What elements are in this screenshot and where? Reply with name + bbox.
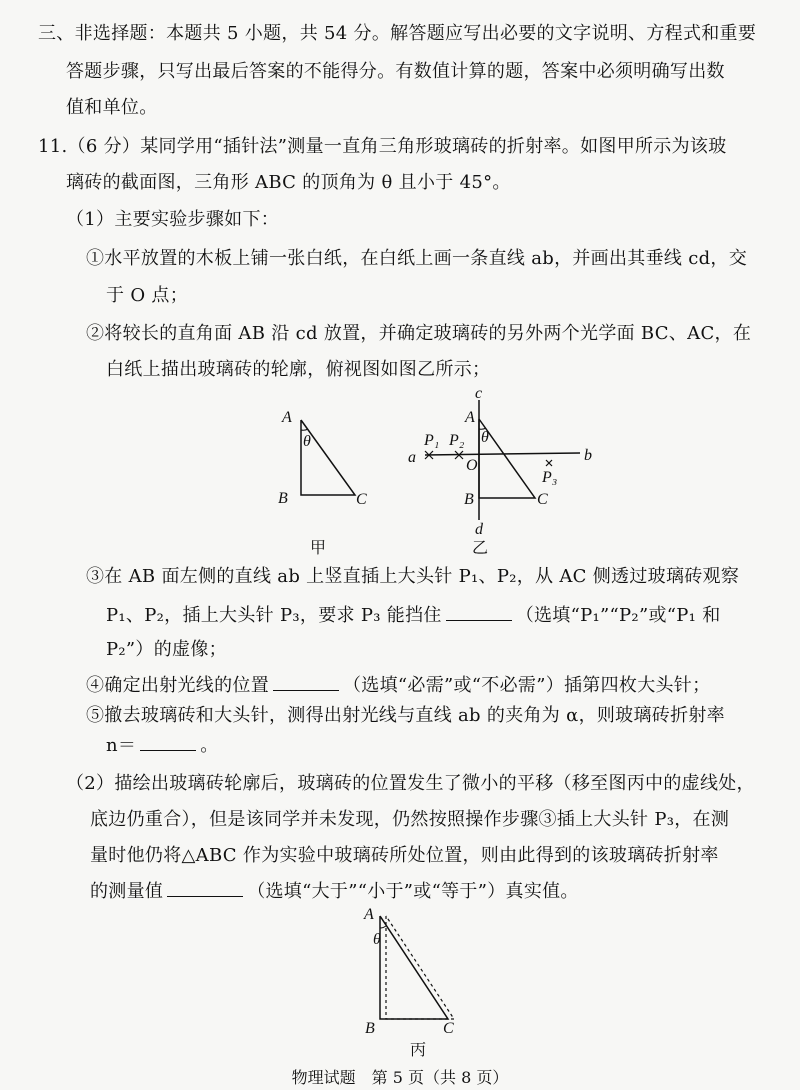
label-d: d (475, 521, 483, 536)
answer-blank-4[interactable] (167, 878, 243, 897)
step5-text: 。 (200, 735, 219, 756)
header-line: 答题步骤，只写出最后答案的不能得分。有数值计算的题，答案中必须明确写出数 (66, 61, 725, 82)
answer-blank-1[interactable] (446, 602, 512, 621)
step3-line (106, 602, 721, 628)
label-B: B (464, 491, 474, 508)
label-theta: θ (481, 429, 489, 446)
step5-line (106, 732, 219, 758)
part2-line: 量时他仍将△ABC 作为实验中玻璃砖所处位置，则由此得到的该玻璃砖折射率 (90, 845, 719, 866)
label-B: B (365, 1020, 375, 1037)
figure-jia (270, 400, 370, 510)
step3-line: P₂”）的虚像； (106, 639, 227, 660)
part2-text: （选填“大于”“小于”或“等于”）真实值。 (247, 881, 579, 902)
label-theta: θ (373, 931, 381, 948)
step3-text: P₁、P₂，插上大头针 P₃，要求 P₃ 能挡住 (106, 605, 442, 626)
step2-line: ②将较长的直角面 AB 沿 cd 放置，并确定玻璃砖的另外两个光学面 BC、AC，在 (86, 323, 752, 344)
label-c: c (475, 385, 483, 402)
label-A: A (282, 409, 292, 426)
step1-line: ①水平放置的木板上铺一张白纸，在白纸上画一条直线 ab，并画出其垂线 cd，交 (86, 248, 747, 269)
step4-text: ④确定出射光线的位置 (86, 675, 269, 696)
caption-yi: 乙 (472, 538, 489, 557)
stem-line: 璃砖的截面图，三角形 ABC 的顶角为 θ 且小于 45°。 (66, 172, 511, 193)
page-footer: 物理试题 第 5 页（共 8 页） (291, 1068, 509, 1087)
label-P3: P₃ (542, 469, 558, 486)
answer-blank-3[interactable] (140, 732, 196, 751)
label-C: C (537, 491, 548, 508)
answer-blank-2[interactable] (273, 672, 339, 691)
label-a: a (408, 449, 416, 466)
label-A: A (465, 409, 475, 426)
figure-yi (400, 384, 600, 536)
label-P1: P₁ (424, 432, 440, 449)
label-P2: P₂ (449, 432, 465, 449)
part2-text: 的测量值 (90, 881, 164, 902)
caption-jia: 甲 (310, 538, 327, 557)
step1-line: 于 O 点； (106, 285, 188, 306)
label-C: C (356, 491, 367, 508)
label-O: O (466, 457, 478, 474)
stem-line: 11.（6 分）某同学用“插针法”测量一直角三角形玻璃砖的折射率。如图甲所示为该玻 (38, 136, 727, 157)
step3-line: ③在 AB 面左侧的直线 ab 上竖直插上大头针 P₁、P₂，从 AC 侧透过玻璃砖观察 (86, 566, 740, 587)
step4-line (86, 672, 710, 698)
step2-line: 白纸上描出玻璃砖的轮廓，俯视图如图乙所示； (106, 359, 491, 380)
caption-bing: 丙 (410, 1040, 427, 1059)
figure-bing (355, 904, 485, 1038)
step3-text: （选填“P₁”“P₂”或“P₁ 和 (515, 605, 721, 626)
header-line: 三、非选择题：本题共 5 小题，共 54 分。解答题应写出必要的文字说明、方程式和重要 (38, 23, 757, 44)
label-b: b (584, 447, 592, 464)
label-B: B (278, 490, 288, 507)
label-C: C (443, 1020, 454, 1037)
step5-text: n＝ (106, 735, 137, 756)
part2-line (90, 878, 579, 904)
step4-text: （选填“必需”或“不必需”）插第四枚大头针； (343, 675, 711, 696)
step5-line: ⑤撤去玻璃砖和大头针，测得出射光线与直线 ab 的夹角为 α，则玻璃砖折射率 (86, 705, 725, 726)
label-theta: θ (303, 433, 311, 450)
part2-line: （2）描绘出玻璃砖轮廓后，玻璃砖的位置发生了微小的平移（移至图丙中的虚线处， (66, 773, 755, 794)
part2-line: 底边仍重合），但是该同学并未发现，仍然按照操作步骤③插上大头针 P₃，在测 (90, 809, 730, 830)
label-A: A (364, 906, 374, 923)
header-line: 值和单位。 (66, 97, 158, 118)
part1-title: （1）主要实验步骤如下： (66, 209, 280, 230)
